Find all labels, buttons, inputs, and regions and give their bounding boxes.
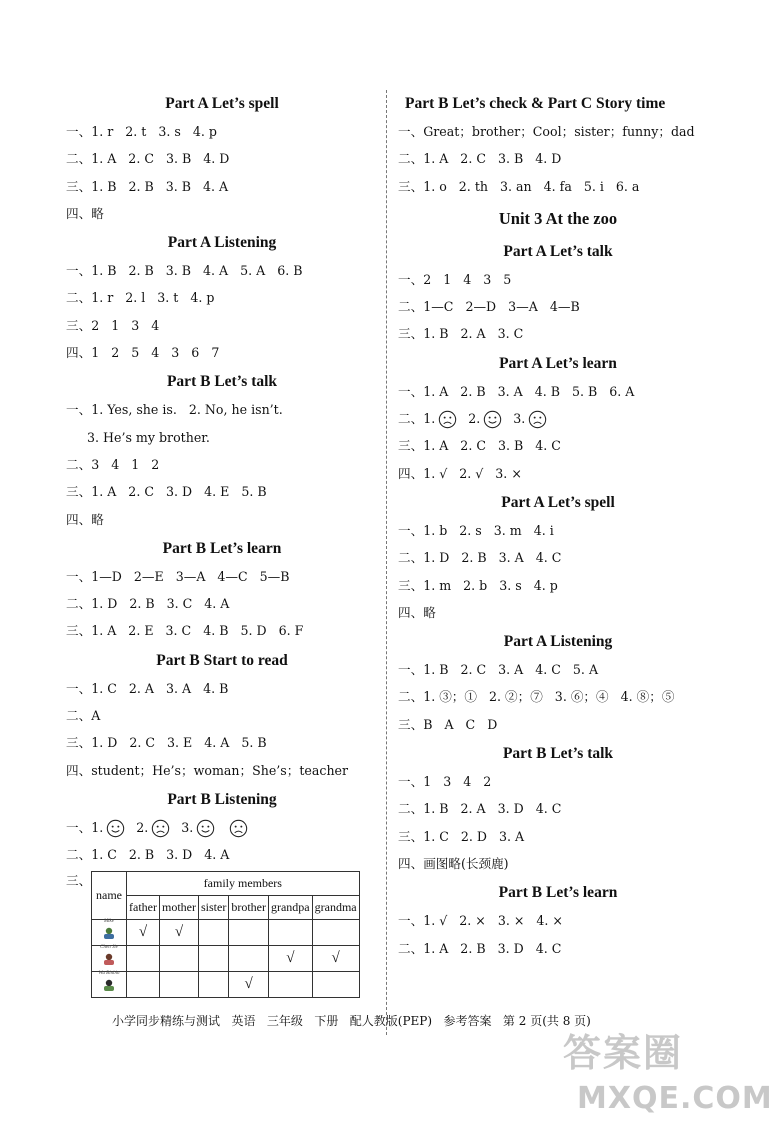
answer-line-faces: [66, 814, 378, 841]
column-divider: [386, 90, 387, 1035]
answer-line: 一、Great；brother；Cool；sister；funny；dad: [398, 124, 695, 139]
section-title: Part B Let’s learn: [162, 539, 282, 557]
page-footer: 小学同步精练与测试 英语 三年级 下册 配人教版(PEP) 参考答案 第 2 页(共 8 页): [112, 1014, 591, 1028]
answer-line: 二、1. D 2. B 3. A 4. C: [398, 550, 562, 566]
sad-face-icon: [528, 410, 547, 429]
chen-jie-portrait: Chen Jie: [98, 946, 120, 966]
column-header: grandpa: [268, 895, 312, 919]
check-mark: [268, 971, 312, 997]
check-mark: [198, 971, 228, 997]
answer-line: 三、B A C D: [398, 716, 498, 732]
answer-line: 四、略: [66, 205, 104, 221]
item-number: 二、1.: [398, 411, 436, 427]
answer-line: 二、1. C 2. B 3. D 4. A: [66, 847, 230, 863]
answer-line: 三、1. C 2. D 3. A: [398, 828, 525, 844]
answer-line: 三、1. m 2. b 3. s 4. p: [398, 577, 558, 593]
section-title: Part A Let’s spell: [501, 493, 615, 511]
answer-line: 四、student；He’s；woman；She’s；teacher: [66, 762, 349, 778]
table-row: [92, 971, 360, 997]
section-title: Part A Listening: [503, 633, 613, 651]
table-header: family members: [127, 871, 360, 895]
answer-line: 一、2 1 4 3 5: [398, 271, 512, 287]
sad-face-icon: [151, 819, 170, 838]
section-title: Part A Listening: [167, 234, 277, 252]
section-title: Part B Listening: [167, 790, 277, 808]
check-mark: [159, 971, 198, 997]
answer-line-faces: [398, 405, 718, 432]
table-row: [92, 945, 360, 971]
family-table-row: [66, 869, 378, 1001]
item-number: 3.: [513, 411, 526, 427]
answer-line: 三、1. A 2. C 3. D 4. E 5. B: [66, 484, 267, 500]
section-title: Part A Let’s spell: [165, 95, 279, 112]
section-title: Part A Let’s talk: [503, 242, 613, 260]
name-header: name: [92, 871, 127, 919]
answer-line: 四、略: [398, 604, 436, 620]
column-header: grandma: [312, 895, 359, 919]
check-mark: [159, 945, 198, 971]
check-mark: [198, 945, 228, 971]
answer-line: 三、1. o 2. th 3. an 4. fa 5. i 6. a: [398, 178, 640, 194]
answer-line: 二、1—C 2—D 3—A 4—B: [398, 299, 580, 315]
answer-line: 一、1. Yes, she is. 2. No, he isn’t.: [66, 402, 283, 418]
answer-line: 一、1. B 2. C 3. A 4. C 5. A: [398, 662, 599, 678]
left-column: [66, 88, 378, 1001]
wu-binbin-portrait: Wu Binbin: [98, 972, 120, 992]
table-row: [92, 919, 360, 945]
answer-line: 三、1. B 2. A 3. C: [398, 326, 524, 342]
check-mark: [312, 919, 359, 945]
item-number: 2.: [468, 411, 481, 427]
answer-line: 三、2 1 3 4: [66, 317, 160, 333]
section-title: Part B Let’s check & Part C Story time: [405, 95, 666, 112]
watermark-url: MXQE.COM: [577, 1081, 773, 1116]
section-title: Part B Let’s learn: [498, 884, 618, 902]
sad-face-icon: [229, 819, 248, 838]
check-mark: [312, 971, 359, 997]
answer-line: 二、3 4 1 2: [66, 456, 160, 472]
column-header: father: [127, 895, 160, 919]
section-title: Part B Start to read: [156, 651, 288, 669]
section-title: Part A Let’s learn: [499, 354, 617, 372]
answer-line: 一、1. b 2. s 3. m 4. i: [398, 522, 554, 538]
check-mark: √: [159, 919, 198, 945]
answer-line: 二、1. B 2. A 3. D 4. C: [398, 801, 562, 817]
answer-line: 二、1. A 2. C 3. B 4. D: [398, 151, 562, 167]
answer-line: 一、1. C 2. A 3. A 4. B: [66, 680, 229, 696]
check-mark: √: [268, 945, 312, 971]
item-number: 2.: [136, 819, 149, 835]
answer-line: 二、1. r 2. l 3. t 4. p: [66, 290, 215, 306]
answer-line: 一、1. A 2. B 3. A 4. B 5. B 6. A: [398, 383, 635, 399]
sad-face-icon: [438, 410, 457, 429]
watermark-logo: [555, 1030, 773, 1125]
answer-line: 四、1 2 5 4 3 6 7: [66, 345, 220, 361]
section-title: Part B Let’s talk: [166, 373, 278, 391]
column-header: sister: [198, 895, 228, 919]
column-header: brother: [229, 895, 269, 919]
answer-line: 一、1. r 2. t 3. s 4. p: [66, 124, 217, 139]
answer-line: 一、1. B 2. B 3. B 4. A 5. A 6. B: [66, 263, 303, 279]
answer-line: 三、1. A 2. C 3. B 4. C: [398, 438, 561, 454]
item-number: 一、1.: [66, 819, 104, 835]
smile-face-icon: [106, 819, 125, 838]
answer-line: 二、1. A 2. B 3. D 4. C: [398, 940, 562, 956]
check-mark: [127, 971, 160, 997]
section-title: Part B Let’s talk: [502, 745, 614, 763]
smile-face-icon: [196, 819, 215, 838]
answer-line: 三、1. D 2. C 3. E 4. A 5. B: [66, 735, 267, 751]
smile-face-icon: [483, 410, 502, 429]
answer-line: 二、1. D 2. B 3. C 4. A: [66, 596, 230, 612]
answer-line: 二、1. ③；① 2. ②；⑦ 3. ⑥；④ 4. ⑧；⑤: [398, 689, 675, 705]
answer-line: 三、1. B 2. B 3. B 4. A: [66, 178, 229, 194]
answer-line: 三、1. A 2. E 3. C 4. B 5. D 6. F: [66, 623, 304, 639]
check-mark: √: [127, 919, 160, 945]
family-members-table: [91, 871, 360, 998]
check-mark: [229, 919, 269, 945]
answer-line: 一、1 3 4 2: [398, 774, 492, 790]
mike-portrait: Mike: [98, 920, 120, 940]
right-column: [398, 88, 718, 962]
answer-line: 四、1. √ 2. √ 3. ×: [398, 465, 522, 481]
column-header: mother: [159, 895, 198, 919]
check-mark: [229, 945, 269, 971]
answer-line: 二、A: [66, 708, 101, 724]
item-number: 三、: [66, 872, 92, 888]
check-mark: [198, 919, 228, 945]
watermark-text: 答案圈: [563, 1031, 684, 1075]
answer-line: 一、1—D 2—E 3—A 4—C 5—B: [66, 568, 290, 584]
item-number: 3.: [181, 819, 194, 835]
check-mark: [268, 919, 312, 945]
check-mark: √: [312, 945, 359, 971]
answer-line: 四、略: [66, 511, 104, 527]
answer-line: 二、1. A 2. C 3. B 4. D: [66, 151, 230, 167]
answer-line: 四、画图略(长颈鹿): [398, 855, 509, 871]
check-mark: √: [229, 971, 269, 997]
check-mark: [127, 945, 160, 971]
answer-line: 3. He’s my brother.: [87, 429, 210, 445]
unit-title: Unit 3 At the zoo: [498, 208, 618, 228]
answer-line: 一、1. √ 2. × 3. × 4. ×: [398, 913, 563, 929]
